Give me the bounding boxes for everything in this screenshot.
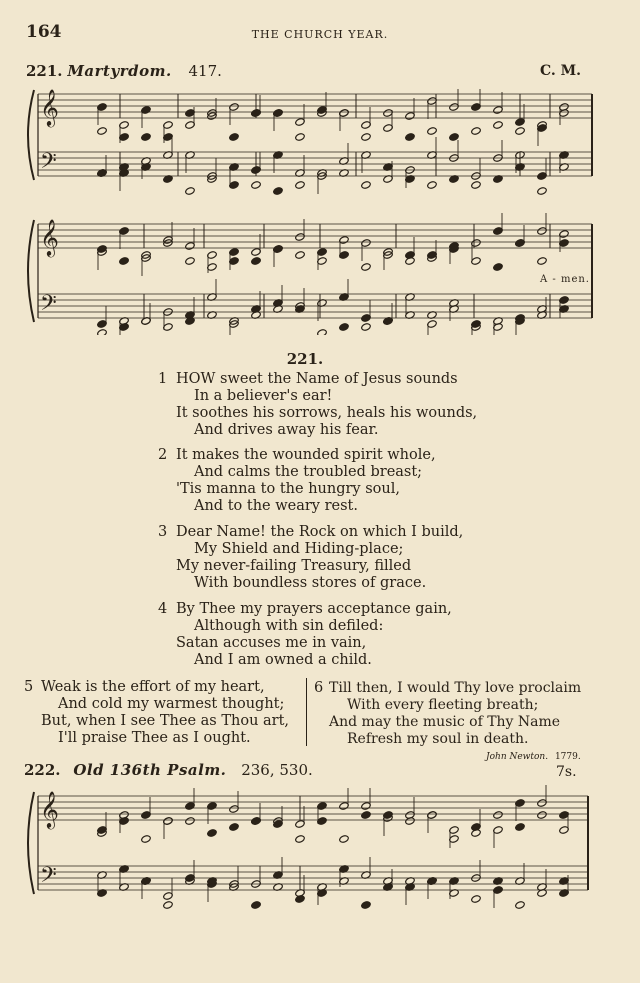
author-attribution (486, 752, 581, 762)
verse-line: With boundless stores of grace. (194, 575, 427, 591)
note-head (185, 257, 196, 266)
verse-line: 'Tis manna to the hungry soul, (176, 481, 400, 497)
music-system-2 (20, 210, 600, 335)
note-head (383, 811, 394, 820)
verse-line: But, when I see Thee as Thou art, (41, 713, 290, 729)
note-head (537, 257, 548, 266)
verse-line: Satan accuses me in vain, (176, 635, 367, 651)
verse-line: My Shield and Hiding-place; (194, 541, 404, 557)
verse-line: Refresh my soul in death. (347, 731, 529, 747)
treble-clef: 𝄞 (40, 88, 59, 126)
note-head (119, 257, 130, 266)
note-head (317, 329, 328, 335)
note-head (229, 133, 240, 142)
music-system-3 (20, 782, 600, 912)
note-head (163, 901, 174, 910)
bass-clef: 𝄢 (40, 863, 57, 893)
running-head: THE CHURCH YEAR. (251, 28, 389, 41)
note-head (515, 823, 526, 832)
note-head (273, 187, 284, 196)
stanza-number: 3 (158, 524, 168, 540)
note-head (295, 181, 306, 190)
verse-line: By Thee my prayers acceptance gain, (176, 601, 452, 617)
note-head (493, 811, 504, 820)
verse-line: My never-failing Treasury, filled (176, 558, 412, 574)
hymn-221-text-number: 221. (286, 350, 324, 368)
note-head (471, 181, 482, 190)
hymn-222-meter: 7s. (556, 764, 577, 780)
note-head (339, 323, 350, 332)
note-head (515, 127, 526, 136)
note-head (185, 817, 196, 826)
note-head (493, 263, 504, 272)
hymn-221-tune-name: Martyrdom. (67, 62, 172, 80)
note-head (515, 901, 526, 910)
verse-line: Till then, I would Thy love proclaim (329, 680, 582, 696)
note-head (361, 323, 372, 332)
note-head (97, 329, 108, 335)
hymn-221-number: 221. (26, 62, 63, 80)
treble-clef: 𝄞 (40, 790, 59, 828)
note-head (515, 239, 526, 248)
verse-line: And may the music of Thy Name (329, 714, 561, 730)
verse-line: It soothes his sorrows, heals his wounds, (176, 405, 478, 421)
music-system-1 (20, 80, 600, 200)
note-head (97, 127, 108, 136)
treble-clef: 𝄞 (40, 218, 59, 256)
note-head (405, 133, 416, 142)
verse-line: Dear Name! the Rock on which I build, (176, 524, 464, 540)
verse-line: It makes the wounded spirit whole, (176, 447, 436, 463)
note-head (97, 245, 108, 254)
amen-label: A - men. (540, 274, 590, 285)
hymn-221-meter: C. M. (540, 63, 582, 79)
bass-clef: 𝄢 (40, 291, 57, 321)
verse-line: HOW sweet the Name of Jesus sounds (176, 371, 458, 387)
note-head (537, 811, 548, 820)
note-head (251, 181, 262, 190)
verse-line: I'll praise Thee as I ought. (58, 730, 251, 746)
note-head (229, 823, 240, 832)
note-head (427, 181, 438, 190)
system-brace (28, 90, 34, 180)
verse-line: With every fleeting breath; (347, 697, 539, 713)
note-head (141, 835, 152, 844)
note-head (339, 835, 350, 844)
verse-line: Weak is the effort of my heart, (41, 679, 265, 695)
note-head (537, 187, 548, 196)
note-head (295, 251, 306, 260)
note-head (471, 895, 482, 904)
note-head (295, 835, 306, 844)
hymn-222-heading (24, 761, 313, 779)
stanza-number: 1 (158, 371, 168, 387)
note-head (251, 817, 262, 826)
note-head (427, 127, 438, 136)
hymn-222-tune-name: Old 136th Psalm. (73, 761, 227, 779)
hymn-221-heading (26, 62, 222, 80)
verse-line: And to the weary rest. (194, 498, 358, 514)
note-head (361, 263, 372, 272)
stanza-number: 2 (158, 447, 168, 463)
hymn-222-number: 222. (24, 761, 61, 779)
note-head (361, 181, 372, 190)
note-head (361, 811, 372, 820)
hymn-221-tune-ref: 417. (188, 62, 222, 80)
note-head (295, 133, 306, 142)
stanza-number: 6 (314, 680, 324, 696)
stanza-number: 4 (158, 601, 168, 617)
verse-line: And cold my warmest thought; (58, 696, 285, 712)
note-head (207, 829, 218, 838)
note-head (141, 133, 152, 142)
verse-line: In a believer's ear! (194, 388, 333, 404)
verse-line: And calms the troubled breast; (194, 464, 423, 480)
note-head (493, 121, 504, 130)
verse-line: And drives away his fear. (194, 422, 379, 438)
verse-line: Although with sin defiled: (194, 618, 384, 634)
author-year: 1779. (554, 752, 581, 762)
note-head (251, 901, 262, 910)
hymn-222-tune-ref: 236, 530. (241, 761, 313, 779)
note-head (427, 251, 438, 260)
bass-clef: 𝄢 (40, 149, 57, 179)
note-head (361, 133, 372, 142)
page-number: 164 (26, 22, 62, 42)
note-head (471, 127, 482, 136)
note-head (273, 109, 284, 118)
author-name: John Newton. (486, 752, 549, 762)
stanza-number: 5 (24, 679, 34, 695)
note-head (251, 257, 262, 266)
column-divider (306, 678, 307, 746)
system-brace (28, 792, 34, 894)
system-brace (28, 220, 34, 322)
note-head (185, 187, 196, 196)
verse-line: And I am owned a child. (194, 652, 372, 668)
note-head (361, 901, 372, 910)
